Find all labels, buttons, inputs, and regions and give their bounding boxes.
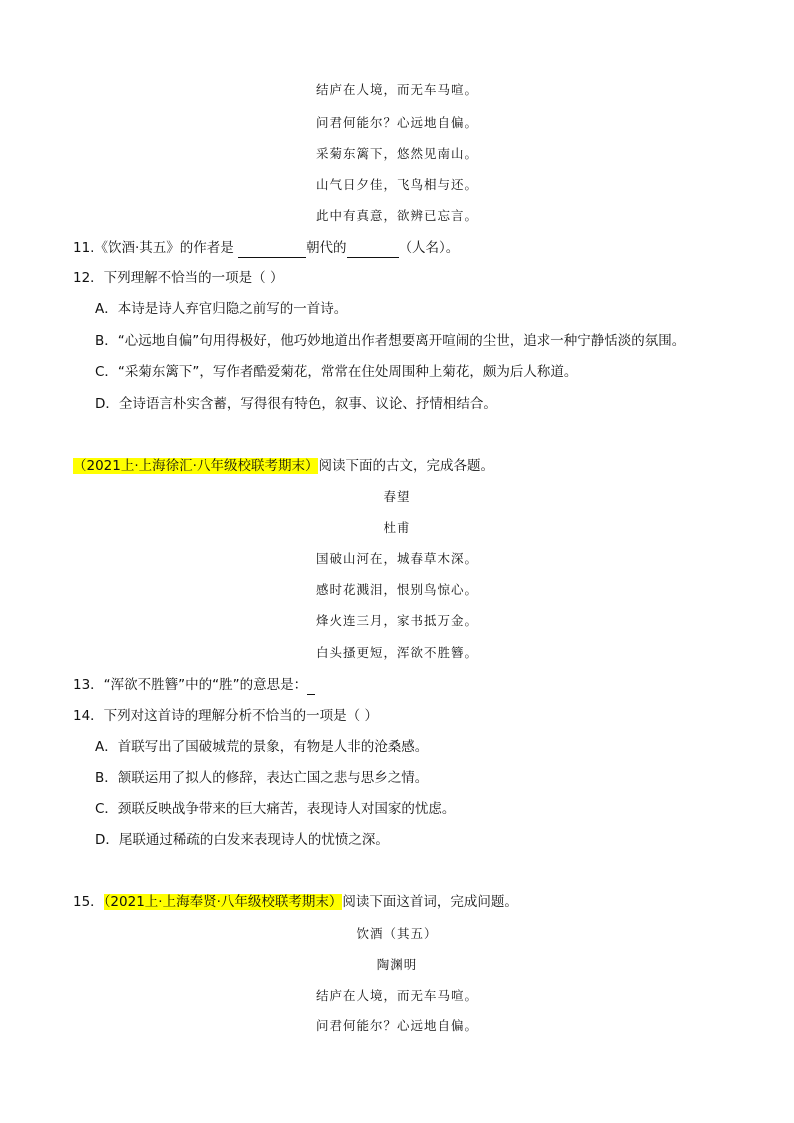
poem-author: 陶渊明: [376, 957, 418, 972]
question-11: [73, 238, 459, 258]
question-14-option-d: D．尾联通过稀疏的白发来表现诗人的忧愤之深。: [95, 832, 389, 848]
question-15-number: 15．: [73, 894, 104, 910]
answer-blank: [238, 242, 306, 258]
question-12-option-b: B．“心远地自偏”句用得极好，他巧妙地道出作者想要离开喧闹的尘世，追求一种宁静恬淡的氛围。: [95, 333, 686, 349]
question-13: [73, 675, 315, 695]
poem-line: 白头搔更短，浑欲不胜簪。: [315, 645, 478, 660]
question-13-stem: 13．“浑欲不胜簪”中的“胜”的意思是：: [73, 677, 308, 693]
poem-title: 春望: [383, 489, 411, 504]
question-12-option-a: A．本诗是诗人弃官归隐之前写的一首诗。: [95, 301, 348, 317]
question-12-stem: 12．下列理解不恰当的一项是（ ）: [73, 270, 284, 286]
question-14-option-a: A．首联写出了国破城荒的景象，有物是人非的沧桑感。: [95, 739, 429, 755]
poem-line: 问君何能尔？心远地自偏。: [315, 1018, 478, 1033]
poem-line: 烽火连三月，家书抵万金。: [315, 613, 478, 628]
poem-author: 杜甫: [383, 520, 411, 535]
question-12-option-c: C．“采菊东篱下”，写作者酷爱菊花，常常在住处周围种上菊花，颇为后人称道。: [95, 364, 578, 380]
question-12-option-d: D．全诗语言朴实含蓄，写得很有特色，叙事、议论、抒情相结合。: [95, 396, 497, 412]
question-11-prefix: 11.《饮酒·其五》的作者是: [73, 240, 234, 256]
question-14-option-c: C．颈联反映战争带来的巨大痛苦，表现诗人对国家的忧虑。: [95, 801, 456, 817]
section-2-instruction: 阅读下面的古文，完成各题。: [318, 458, 494, 474]
question-15-instruction: 阅读下面这首词，完成问题。: [342, 894, 518, 910]
poem-line: 山气日夕佳，飞鸟相与还。: [315, 177, 478, 192]
poem-line: 此中有真意，欲辨已忘言。: [315, 208, 478, 223]
question-14-stem: 14．下列对这首诗的理解分析不恰当的一项是（ ）: [73, 708, 378, 724]
poem-line: 结庐在人境，而无车马喧。: [315, 988, 478, 1003]
source-tag: （2021上·上海奉贤·八年级校联考期末）: [103, 894, 343, 910]
question-15: [73, 892, 518, 912]
poem-line: 采菊东篱下，悠然见南山。: [315, 146, 478, 161]
poem-line: 国破山河在，城春草木深。: [315, 551, 478, 566]
source-tag: （2021上·上海徐汇·八年级校联考期末）: [73, 458, 319, 474]
question-11-mid: 朝代的: [306, 240, 347, 256]
answer-blank: [347, 242, 399, 258]
poem-line: 问君何能尔？心远地自偏。: [315, 115, 478, 130]
question-14-option-b: B．颔联运用了拟人的修辞，表达亡国之悲与思乡之情。: [95, 770, 429, 786]
poem-title: 饮酒（其五）: [356, 926, 438, 941]
answer-blank: [307, 679, 315, 695]
section-2-header: [73, 456, 494, 476]
poem-line: 感时花溅泪，恨别鸟惊心。: [315, 582, 478, 597]
question-11-suffix: （人名）。: [398, 240, 460, 256]
poem-line: 结庐在人境，而无车马喧。: [315, 82, 478, 97]
